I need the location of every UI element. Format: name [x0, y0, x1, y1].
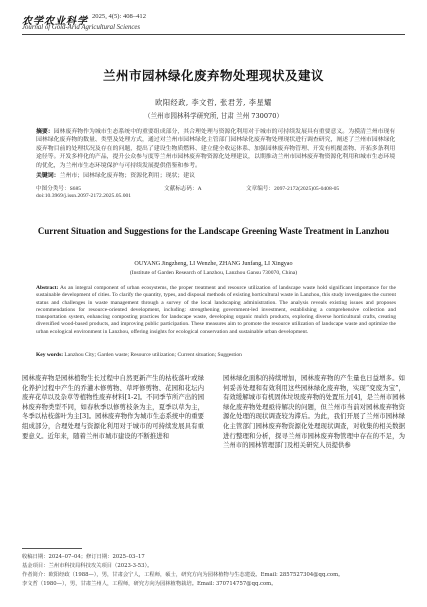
abstract-zh-text: 园林废弃物作为城市生态系统中的重要组成部分，其合理处理与资源化利用对于城市的可持续发展具有重要意义。为摸清兰州市现有园林绿化废弃物的数量、类型及处理方式，通过对兰州市园林绿化主管部门园林绿化废弃物处理现状进行调查研究，阐述了兰州市园林绿化废弃物目前的处理状况及存在的问题，提出了建设生物质燃料、建立健全收运体系、加强园林废弃物管理、开发有机覆盖物、开拓多条利用途径等。开发多样化的产品，提升公众参与度等兰州市园林废弃物资源化处理建议，以期推动兰州市园林废弃物资源化利用和城市生态环境的优化，为兰州市生态环境保护与可持续发展提供借鉴和参考。	[36, 129, 396, 169]
abstract-en	[36, 285, 396, 336]
article-title-zh: 兰州市园林绿化废弃物处理现状及建议	[102, 68, 324, 83]
body-column-left: 园林废弃物是园林植物生长过程中自然更新产生的枯枝落叶或绿化养护过程中产生的乔灌木修剪物、草坪修剪物、花园和花坛内废弃花草以及杂草等植物性废弃材料[1-2]。不同季节所产出的园林废弃物类型不同，如春秋季以修剪枝条为主，夏季以草为主，冬季以枯枝落叶为主[3]。园林废弃物作为城市生态系统中的重要组成部分，合理处理与资源化利用对于城市的可持续发展具有重要意义。近年来，随着兰州市城市建设的不断推进和	[22, 374, 204, 440]
journal-name-en: Journal of Gold-Arid Agricultural Sciences	[22, 24, 141, 31]
article-title-en: Current Situation and Suggestions for the Landscape Greening Waste Treatment in Lanzhou	[37, 226, 390, 236]
keywords-en	[36, 352, 396, 359]
header-divider	[22, 34, 405, 35]
affiliation-zh: （兰州市园林科学研究所, 甘肃 兰州 730070）	[143, 112, 284, 120]
authors-en: OUYANG Jingzheng, LI Wenzhe, ZHANG Junfang, LI Xingyao	[134, 261, 293, 267]
clc-number: 中图分类号：S685	[36, 186, 82, 192]
keywords-en-text: Lanzhou City; Garden waste; Resource utilization; Current situation; Suggestion	[64, 352, 242, 358]
keywords-zh-text: 兰州市；园林绿化废弃物；资源化利用；现状；建议	[59, 173, 196, 179]
doi-link[interactable]: doi:10.3969/j.issn.2097-2172.2025.05.001	[36, 193, 132, 199]
authors-zh: 欧阳经政, 李文哲, 张君芳, 李星耀	[155, 98, 272, 107]
keywords-zh-label: 关键词：	[36, 172, 60, 179]
document-code: 文献标志码：A	[164, 186, 202, 192]
keywords-en-label: Key words:	[36, 352, 64, 358]
footnote-author-2: 李文哲（1980—），男，甘肃兰州人，工程师，研究方向为园林植物栽培。Email: 370714757@qq.com。	[22, 581, 277, 587]
affiliation-en: (Institute of Garden Research of Lanzhou, Lanzhou Gansu 730070, China)	[129, 270, 298, 276]
article-number: 文章编号：2097-2172(2025)05-0408-05	[246, 186, 340, 192]
journal-citation: 2025, 4(5): 408–412	[92, 13, 147, 20]
abstract-zh	[36, 128, 396, 170]
abstract-en-text: As an integral component of urban ecosystems, the proper treatment and resource utilization of landscape waste hold significant importance for the sustainable development of cities. To clarify the quantity, types, and disposal methods of existing horticultural waste in Lanzhou, this study investigates the current status and challenges in waste management through a survey of the local landscaping administration. The analysis reveals existing issues and proposes recommendations for resource-oriented development, including: strengthening government-led investment, establishing a comprehensive collection and transportation system, enhancing composting practices for landscape waste, developing organic mulch products, exploring diverse horticultural crafts, creating diversified wood-based products, and improving public participation. These measures aim to promote the resource utilization of landscape waste and optimize the urban ecological environment in Lanzhou, offering insights for ecological conservation and sustainable urban development.	[36, 285, 397, 335]
journal-logo: 农学农业科学	[22, 16, 88, 27]
abstract-en-label: Abstract:	[36, 285, 59, 291]
footnote-divider	[22, 548, 82, 549]
body-column-right: 园林绿化面积的持续增加，园林废弃物的产生量也日益增多。如何妥善处理和有效利用这些园林绿化废弃物，实现“变废为宝”，有效缓解城市有机固体垃圾废弃物的处置压力[4]，是兰州市园林绿化废弃物处理亟待解决的问题，但兰州市当前对园林废弃物资源化处理的现状调查较为滞后。为此，我们开展了兰州市园林绿化主管部门园林废弃物资源化处理现状调查，对收集的相关数据进行整理和分析，探寻兰州市园林废弃物管理中存在的不足，为兰州市的园林管理部门及相关研究人员提供参	[223, 374, 405, 450]
footnote-fund: 基金项目：兰州市科技局科技攻关项目（2023-3-53）。	[22, 563, 153, 569]
abstract-zh-label: 摘要：	[36, 128, 54, 135]
keywords-zh	[36, 172, 396, 180]
footnote-author-1: 作者简介：欧阳经政（1988—），男，甘肃会宁人，工程师，硕士，研究方向为园林植物与生态建设。Email: 2857527304@qq.com。	[22, 572, 344, 578]
footnote-received-date: 收稿日期：2024–07–04；修订日期：2025–03–17	[22, 554, 145, 560]
